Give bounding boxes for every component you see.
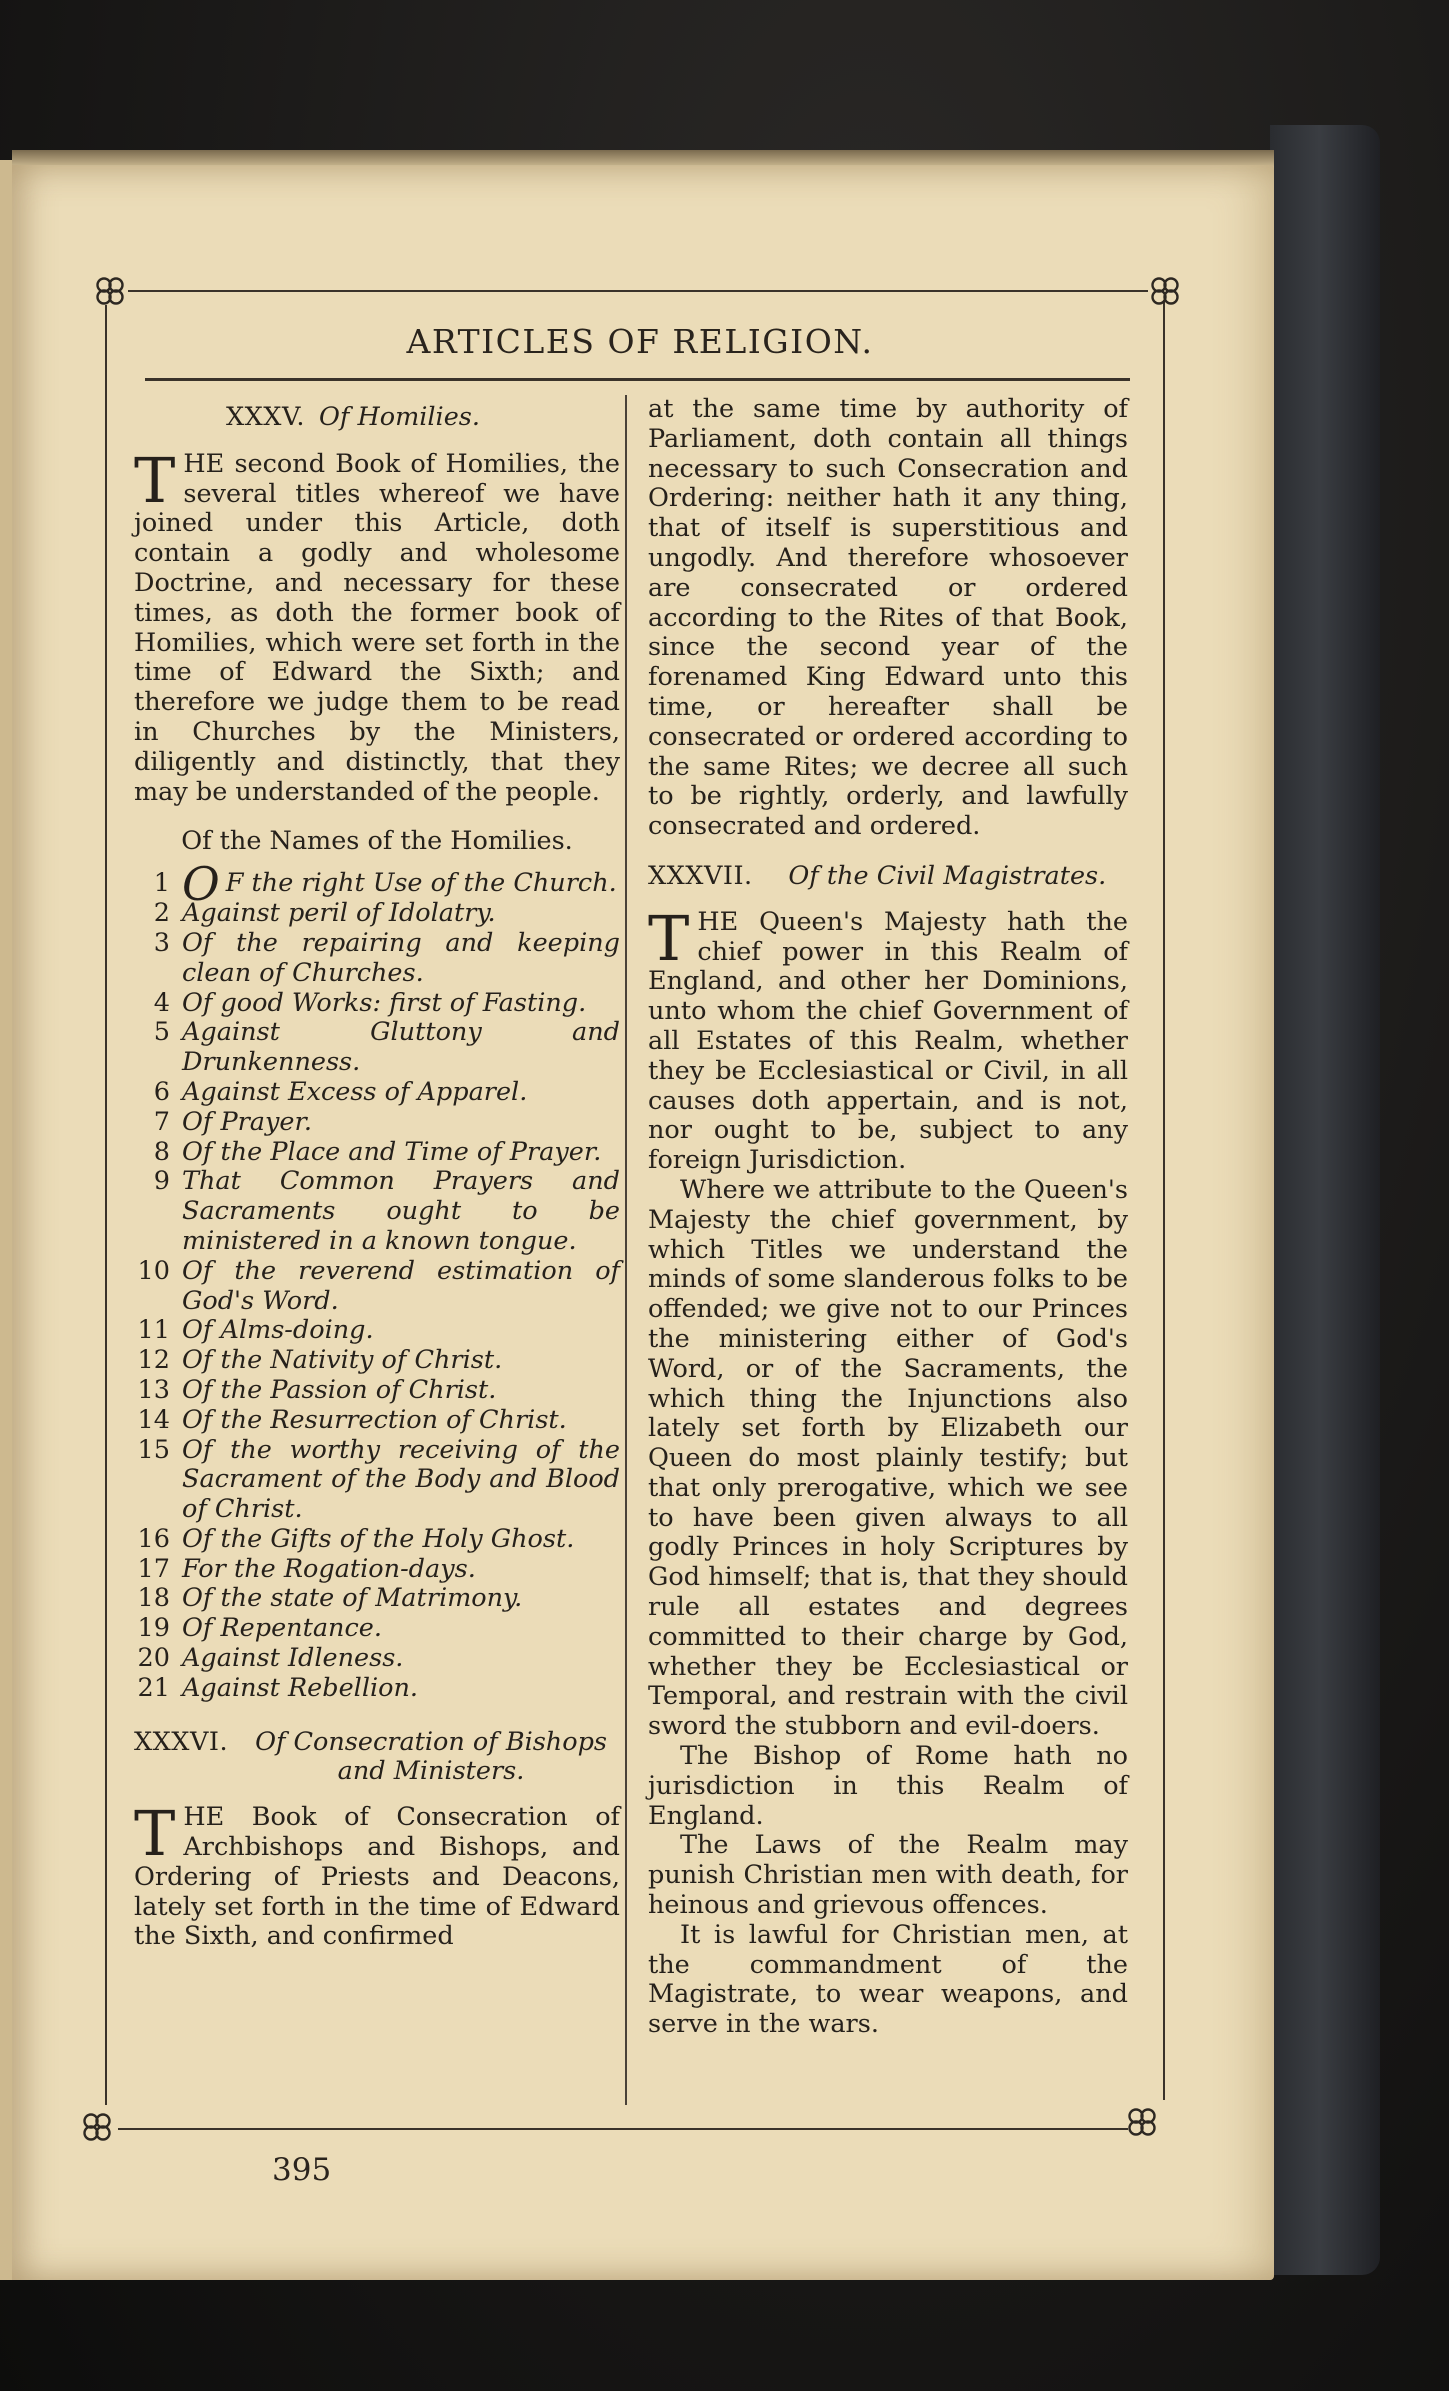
homily-item — [134, 1138, 620, 1168]
homily-title-text: Of the state of Matrimony. — [182, 1583, 523, 1614]
right-column — [648, 395, 1128, 2040]
homily-title — [182, 1257, 620, 1317]
ornament-bottom-left-icon — [80, 2110, 114, 2144]
frame-top-rule — [128, 290, 1148, 292]
homily-item — [134, 1167, 620, 1256]
homily-title-text: Of Alms-doing. — [182, 1315, 374, 1346]
homily-number: 1 — [153, 868, 170, 899]
homily-number: 6 — [153, 1076, 170, 1107]
homily-number: 14 — [137, 1404, 170, 1435]
homily-title-text: Of the Resurrection of Christ. — [182, 1404, 567, 1435]
homily-title — [182, 1376, 620, 1406]
homily-number: 5 — [153, 1017, 170, 1048]
homily-item — [134, 1108, 620, 1138]
homily-item — [134, 1316, 620, 1346]
homily-title-text: Of the Gifts of the Holy Ghost. — [182, 1523, 575, 1554]
homily-title — [182, 1644, 620, 1674]
homily-title — [182, 1674, 620, 1704]
homily-number: 4 — [153, 987, 170, 1018]
drop-cap: T — [134, 1797, 176, 1871]
homily-title-text: Against Excess of Apparel. — [182, 1076, 528, 1107]
ornament-top-right-icon — [1148, 274, 1182, 308]
frame-left-rule — [105, 305, 107, 2105]
homily-number: 19 — [137, 1613, 170, 1644]
frame-bottom-rule — [118, 2128, 1128, 2130]
homily-item — [134, 929, 620, 989]
homily-title-text: Of the Nativity of Christ. — [182, 1345, 503, 1376]
article-35-body: HE second Book of Homilies, the several titles whereof we have joined under this Article, doth contain a godly and wholesome Doctrine, and necessary for these times, as doth the former book of Homilies, which were set forth in the time of Edward the Sixth; and therefore we judge them to be read in Churches by the Ministers, diligently and distinctly, that they may be understanded of the people. — [134, 448, 620, 807]
frame-right-rule — [1163, 300, 1165, 2100]
page-title: ARTICLES OF RELIGION. — [406, 322, 874, 361]
homily-title-text: Of the reverend estimation of God's Word. — [182, 1255, 620, 1316]
homily-title — [182, 1525, 620, 1555]
homily-number: 7 — [153, 1106, 170, 1137]
homily-item — [134, 1555, 620, 1585]
homily-number: 8 — [153, 1136, 170, 1167]
page-number: 395 — [272, 2152, 332, 2188]
homily-title — [182, 1167, 620, 1256]
homily-title — [182, 1108, 620, 1138]
homily-title-text: Of the repairing and keeping clean of Churches. — [182, 927, 620, 988]
homily-item — [134, 1436, 620, 1525]
drop-cap: T — [648, 901, 690, 975]
drop-cap: O — [182, 857, 220, 912]
homily-number: 15 — [137, 1434, 170, 1465]
homily-item — [134, 899, 620, 929]
homily-title-text: Against peril of Idolatry. — [182, 898, 496, 929]
homily-title — [182, 1436, 620, 1525]
article-number: XXXVI. — [134, 1726, 229, 1757]
homily-title-text: F the right Use of the Church. — [225, 868, 617, 899]
homily-title — [182, 1584, 620, 1614]
homily-number: 21 — [137, 1672, 170, 1703]
homily-number: 10 — [137, 1255, 170, 1286]
homily-number: 11 — [137, 1315, 170, 1346]
homily-item — [134, 857, 620, 912]
homily-number: 13 — [137, 1374, 170, 1405]
article-35-heading — [226, 403, 620, 433]
homily-title-text: That Common Prayers and Sacraments ought to be ministered in a known tongue. — [182, 1166, 620, 1256]
homily-number: 18 — [137, 1583, 170, 1614]
homily-title-text: Against Idleness. — [182, 1643, 404, 1674]
homily-item — [134, 1584, 620, 1614]
homily-title — [182, 1138, 620, 1168]
homily-item — [134, 1644, 620, 1674]
homilies-list — [134, 857, 620, 1704]
article-37-para-5: It is lawful for Christian men, at the commandment of the Magistrate, to wear weapons, and serve in the wars. — [648, 1919, 1128, 2040]
homily-item — [134, 1346, 620, 1376]
homily-title — [182, 899, 620, 929]
article-36-continued: at the same time by authority of Parliament, doth contain all things necessary to such Consecration and Ordering: neither hath it any thing, that of itself is superstitious and ungodly. And therefore whosoever are consecrated or ordered according to the Rites of that Book, since the second year of the forenamed King Edward unto this time, or hereafter shall be consecrated or ordered according to the same Rites; we decree all such to be rightly, orderly, and lawfully consecrated and ordered. — [648, 394, 1128, 842]
article-37-para-4: The Laws of the Realm may punish Christian men with death, for heinous and grievous offences. — [648, 1830, 1128, 1921]
article-37-para-1 — [648, 901, 1128, 1176]
title-rule — [145, 378, 1130, 381]
homily-title — [182, 1346, 620, 1376]
homily-title-text: Of the Passion of Christ. — [182, 1374, 497, 1405]
homily-title — [182, 1555, 620, 1585]
book-cover — [1270, 125, 1380, 2275]
homily-number: 20 — [137, 1643, 170, 1674]
homily-title-text: Of the Place and Time of Prayer. — [182, 1136, 602, 1167]
homily-item — [134, 1257, 620, 1317]
article-title: Of Homilies. — [319, 402, 480, 432]
homily-title-text: Against Gluttony and Drunkenness. — [182, 1017, 620, 1078]
homily-item — [134, 989, 620, 1019]
homily-number: 2 — [153, 898, 170, 929]
article-36-heading — [134, 1728, 620, 1788]
article-number: XXXV. — [226, 402, 306, 432]
homily-item — [134, 1376, 620, 1406]
article-37-para-1-body: HE Queen's Majesty hath the chief power in this Realm of England, and other her Dominions, unto whom the chief Government of all Estates of this Realm, whether they be Ecclesiastical or Civil, in all causes doth appertain, and is not, nor ought to be, subject to any foreign Jurisdiction. — [648, 906, 1128, 1176]
article-35-text — [134, 443, 620, 808]
homily-title-text: Against Rebellion. — [182, 1672, 419, 1703]
homily-number: 12 — [137, 1345, 170, 1376]
column-divider — [625, 395, 627, 2105]
homily-title — [182, 857, 620, 912]
ornament-top-left-icon — [93, 274, 127, 308]
left-column — [134, 395, 620, 1952]
homily-title-text: Of good Works: first of Fasting. — [182, 987, 587, 1018]
article-title: Of Consecration of Bishops and Ministers. — [255, 1726, 607, 1787]
homily-number: 16 — [137, 1523, 170, 1554]
homily-title-text: Of Prayer. — [182, 1106, 312, 1137]
article-number: XXXVII. — [648, 860, 753, 891]
homily-item — [134, 1674, 620, 1704]
homily-title — [182, 989, 620, 1019]
homily-item — [134, 1018, 620, 1078]
homily-title — [182, 1406, 620, 1436]
homily-title — [182, 929, 620, 989]
homily-title — [182, 1018, 620, 1078]
article-title: Of the Civil Magistrates. — [788, 860, 1107, 891]
homily-title — [182, 1614, 620, 1644]
homily-title — [182, 1316, 620, 1346]
ornament-bottom-right-icon — [1125, 2105, 1159, 2139]
homily-title-text: For the Rogation-days. — [182, 1553, 476, 1584]
article-37-para-3: The Bishop of Rome hath no jurisdiction in this Realm of England. — [648, 1741, 1128, 1831]
homily-number: 9 — [153, 1166, 170, 1197]
homily-title — [182, 1078, 620, 1108]
drop-cap: T — [134, 443, 176, 517]
article-36-body: HE Book of Consecration of Archbishops and Bishops, and Ordering of Priests and Deacons, lately set forth in the time of Edward the Sixth, and confirmed — [134, 1802, 620, 1952]
article-36-text — [134, 1797, 620, 1952]
homily-item — [134, 1525, 620, 1555]
homily-item — [134, 1406, 620, 1436]
homily-item — [134, 1078, 620, 1108]
homilies-names-heading: Of the Names of the Homilies. — [181, 826, 573, 857]
homily-number: 17 — [137, 1553, 170, 1584]
homily-number: 3 — [153, 927, 170, 958]
article-37-para-2: Where we attribute to the Queen's Majesty the chief government, by which Titles we understand the minds of some slanderous folks to be offended; we give not to our Princes the ministering either of God's Word, or of the Sacraments, the which thing the Injunctions also lately set forth by Elizabeth our Queen do most plainly testify; but that only prerogative, which we see to have been given always to all godly Princes in holy Scriptures by God himself; that is, that they should rule all estates and degrees committed to their charge by God, whether they be Ecclesiastical or Temporal, and restrain with the civil sword the stubborn and evil-doers. — [648, 1174, 1128, 1742]
article-37-heading — [648, 862, 1128, 892]
homily-item — [134, 1614, 620, 1644]
homily-title-text: Of Repentance. — [182, 1613, 382, 1644]
homily-title-text: Of the worthy receiving of the Sacrament of the Body and Blood of Christ. — [182, 1434, 620, 1525]
